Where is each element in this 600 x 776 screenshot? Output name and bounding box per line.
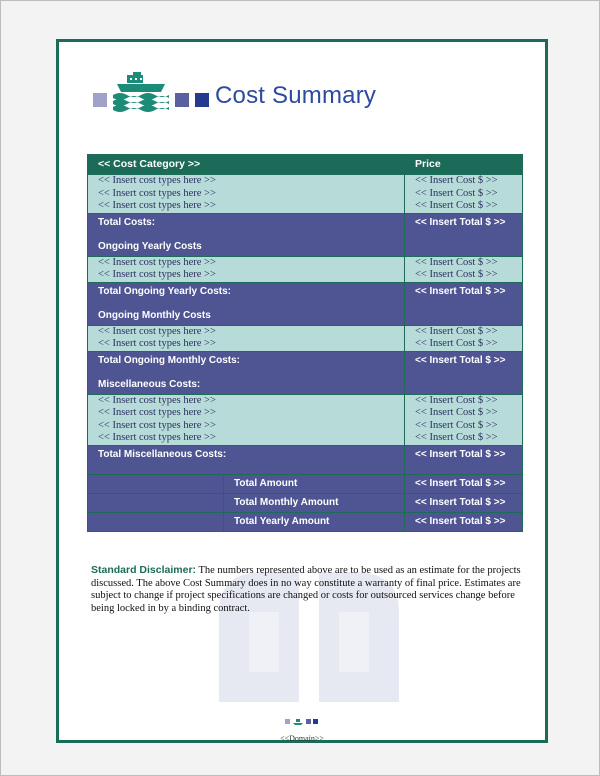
cost-value[interactable]: << Insert Cost $ >> <box>415 175 498 186</box>
total-misc-row <box>88 445 523 474</box>
page-frame <box>56 39 548 743</box>
cost-type-item[interactable]: << Insert cost types here >> <box>98 256 216 268</box>
initial-cost-items <box>88 175 523 214</box>
document-header <box>93 72 533 112</box>
summary-yearly-amount-row <box>88 512 523 531</box>
cost-value[interactable]: << Insert Cost $ >> <box>415 338 498 349</box>
cost-type-item[interactable]: << Insert cost types here >> <box>98 325 216 337</box>
standard-disclaimer <box>91 564 521 615</box>
summary-total-amount-row <box>88 474 523 493</box>
summary-label: Total Yearly Amount <box>224 512 405 531</box>
total-costs-row <box>88 213 523 256</box>
cost-type-item[interactable]: << Insert cost types here >> <box>98 432 216 443</box>
cost-category-header: << Cost Category >> <box>88 155 405 175</box>
miscellaneous-heading: Miscellaneous Costs: <box>98 378 201 390</box>
cost-value[interactable]: << Insert Cost $ >> <box>415 432 498 443</box>
footer-domain: <<Domain>> <box>280 734 324 743</box>
disclaimer-heading: Standard Disclaimer: <box>91 564 197 576</box>
total-monthly-row <box>88 351 523 394</box>
cost-type-item[interactable]: << Insert cost types here >> <box>98 338 216 349</box>
cost-value[interactable]: << Insert Cost $ >> <box>415 269 498 280</box>
misc-cost-items <box>88 394 523 445</box>
total-monthly-value[interactable]: << Insert Total $ >> <box>415 354 506 366</box>
logo-square-navy <box>195 93 209 107</box>
page-footer <box>274 714 330 743</box>
cost-type-item[interactable]: << Insert cost types here >> <box>98 200 216 211</box>
cost-value[interactable]: << Insert Cost $ >> <box>415 394 498 406</box>
total-yearly-row <box>88 282 523 325</box>
cost-value[interactable]: << Insert Cost $ >> <box>415 200 498 211</box>
summary-value[interactable]: << Insert Total $ >> <box>405 493 523 512</box>
logo-square-blue <box>175 93 189 107</box>
summary-label: Total Amount <box>224 474 405 493</box>
total-misc-value[interactable]: << Insert Total $ >> <box>415 448 506 460</box>
cost-value[interactable]: << Insert Cost $ >> <box>415 407 498 418</box>
cost-value[interactable]: << Insert Cost $ >> <box>415 187 498 199</box>
cost-summary-table <box>87 154 523 532</box>
ship-logo-icon <box>113 72 169 117</box>
page-title: Cost Summary <box>215 82 377 109</box>
table-header-row <box>88 155 523 175</box>
cost-type-item[interactable]: << Insert cost types here >> <box>98 394 216 406</box>
summary-value[interactable]: << Insert Total $ >> <box>405 512 523 531</box>
cost-type-item[interactable]: << Insert cost types here >> <box>98 419 216 431</box>
cost-type-item[interactable]: << Insert cost types here >> <box>98 407 216 418</box>
cost-type-item[interactable]: << Insert cost types here >> <box>98 269 216 280</box>
disclaimer-text: The numbers represented above are to be used as an estimate for the projects discussed. The above Cost Summary does in no way constitute a warranty of final price. Estimates are subject to change if project specifications are changed or costs for outsourced services change before being locked in by a binding contract. <box>91 565 521 614</box>
total-costs-label: Total Costs: <box>98 216 156 228</box>
cost-type-item[interactable]: << Insert cost types here >> <box>98 187 216 199</box>
total-misc-label: Total Miscellaneous Costs: <box>98 448 227 460</box>
cost-value[interactable]: << Insert Cost $ >> <box>415 256 498 268</box>
total-yearly-label: Total Ongoing Yearly Costs: <box>98 285 231 297</box>
summary-label: Total Monthly Amount <box>224 493 405 512</box>
summary-value[interactable]: << Insert Total $ >> <box>405 474 523 493</box>
total-costs-value[interactable]: << Insert Total $ >> <box>415 216 506 228</box>
ongoing-yearly-heading: Ongoing Yearly Costs <box>98 240 202 252</box>
total-monthly-label: Total Ongoing Monthly Costs: <box>98 354 241 366</box>
price-header: Price <box>405 155 523 175</box>
monthly-cost-items <box>88 325 523 351</box>
cost-value[interactable]: << Insert Cost $ >> <box>415 325 498 337</box>
total-yearly-value[interactable]: << Insert Total $ >> <box>415 285 506 297</box>
cost-type-item[interactable]: << Insert cost types here >> <box>98 175 216 186</box>
cost-value[interactable]: << Insert Cost $ >> <box>415 419 498 431</box>
yearly-cost-items <box>88 256 523 282</box>
footer-logo-icon <box>285 717 319 727</box>
logo-square-lavender <box>93 93 107 107</box>
ongoing-monthly-heading: Ongoing Monthly Costs <box>98 309 211 321</box>
summary-monthly-amount-row <box>88 493 523 512</box>
